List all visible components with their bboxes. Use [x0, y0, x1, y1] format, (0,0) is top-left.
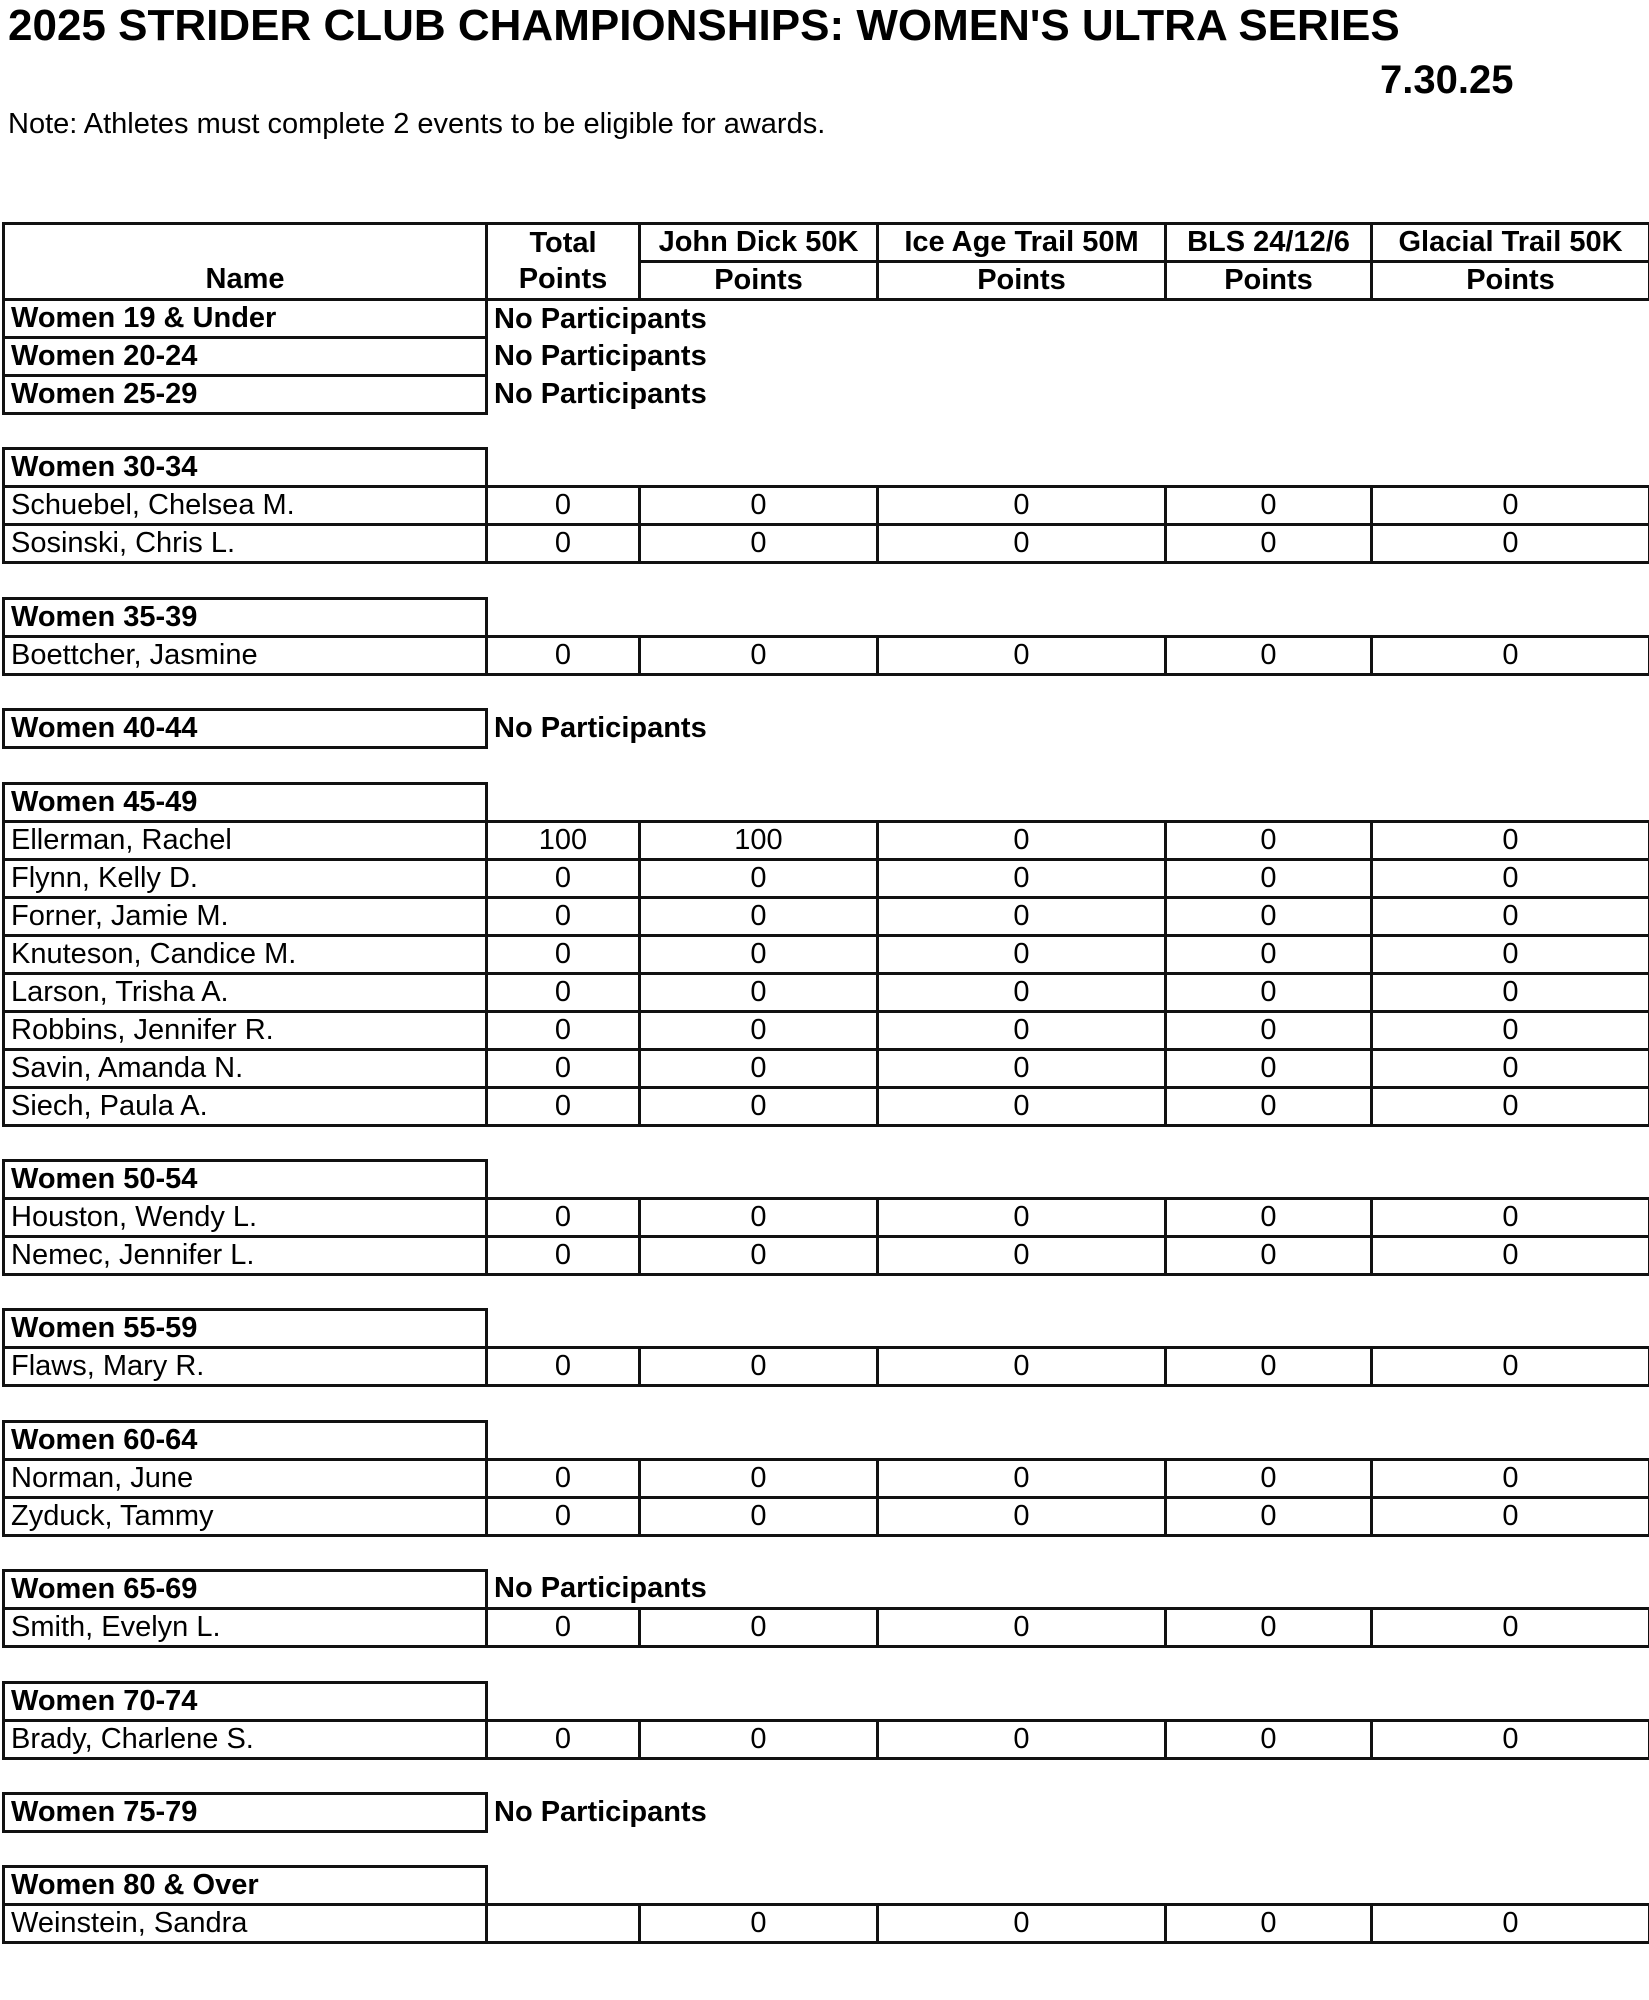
event-points: 0	[1166, 1497, 1372, 1535]
athlete-name: Weinstein, Sandra	[4, 1905, 487, 1943]
category-row	[4, 376, 1649, 414]
total-points: 0	[487, 1087, 640, 1125]
table-row	[4, 1011, 1649, 1049]
event-points: 0	[1372, 1348, 1649, 1386]
event-points: 0	[1166, 1459, 1372, 1497]
category-row	[4, 1160, 1649, 1198]
event-points: 0	[1372, 1720, 1649, 1758]
event-points: 0	[640, 859, 878, 897]
table-row	[4, 1720, 1649, 1758]
no-participants: No Participants	[494, 712, 707, 745]
total-points: 0	[487, 525, 640, 563]
category-label: Women 40-44	[4, 710, 487, 748]
category-label: Women 25-29	[4, 376, 487, 414]
total-points: 0	[487, 1720, 640, 1758]
event-header-bls: BLS 24/12/6	[1166, 224, 1372, 262]
event-points: 0	[878, 487, 1166, 525]
event-points: 0	[1166, 1348, 1372, 1386]
event-points: 0	[1372, 859, 1649, 897]
no-participants: No Participants	[494, 1572, 707, 1605]
no-participants: No Participants	[494, 302, 707, 335]
event-points: 0	[878, 1609, 1166, 1647]
event-points: 0	[1372, 525, 1649, 563]
category-label: Women 20-24	[4, 338, 487, 376]
total-points: 100	[487, 821, 640, 859]
athlete-name: Forner, Jamie M.	[4, 897, 487, 935]
event-points: 0	[1166, 1198, 1372, 1236]
event-points: 0	[1372, 1459, 1649, 1497]
category-row	[4, 1682, 1649, 1720]
event-points: 0	[1166, 1087, 1372, 1125]
table-row	[4, 1497, 1649, 1535]
total-points: 0	[487, 935, 640, 973]
table-row	[4, 1236, 1649, 1274]
category-label: Women 75-79	[4, 1793, 487, 1831]
category-label: Women 35-39	[4, 598, 487, 636]
report-date: 7.30.25	[1380, 58, 1514, 102]
table-row	[4, 1905, 1649, 1943]
event-points: 0	[640, 1348, 878, 1386]
event-points: 0	[878, 1497, 1166, 1535]
event-points: 0	[1166, 525, 1372, 563]
table-row	[4, 1198, 1649, 1236]
total-points: 0	[487, 1049, 640, 1087]
event-points-header: Points	[1372, 262, 1649, 300]
athlete-name: Houston, Wendy L.	[4, 1198, 487, 1236]
event-points: 0	[1372, 1609, 1649, 1647]
event-points: 0	[1372, 973, 1649, 1011]
event-points: 0	[640, 1011, 878, 1049]
name-header-spacer	[4, 224, 487, 262]
category-row	[4, 1793, 1649, 1831]
no-participants: No Participants	[494, 340, 707, 372]
no-participants: No Participants	[494, 378, 707, 410]
event-points: 0	[1166, 1049, 1372, 1087]
athlete-name: Norman, June	[4, 1459, 487, 1497]
event-points: 0	[640, 1198, 878, 1236]
event-points: 0	[1166, 1011, 1372, 1049]
athlete-name: Savin, Amanda N.	[4, 1049, 487, 1087]
event-points: 0	[1372, 1011, 1649, 1049]
event-points: 0	[878, 1720, 1166, 1758]
table-row	[4, 1459, 1649, 1497]
event-points: 0	[640, 1236, 878, 1274]
event-points: 0	[640, 1609, 878, 1647]
category-label: Women 60-64	[4, 1421, 487, 1459]
event-points: 0	[1166, 897, 1372, 935]
category-label: Women 70-74	[4, 1682, 487, 1720]
no-participants: No Participants	[494, 1795, 707, 1828]
event-points: 0	[1372, 1198, 1649, 1236]
page-title: 2025 STRIDER CLUB CHAMPIONSHIPS: WOMEN'S ULTRA SERIES	[8, 1, 1400, 50]
event-header-ice-age: Ice Age Trail 50M	[878, 224, 1166, 262]
event-points: 0	[640, 935, 878, 973]
event-points: 0	[1166, 973, 1372, 1011]
header-row-bottom	[4, 262, 1649, 300]
total-points: 0	[487, 859, 640, 897]
total-header-top: Total	[487, 224, 640, 262]
category-label: Women 45-49	[4, 783, 487, 821]
total-points: 0	[487, 1348, 640, 1386]
event-points: 0	[1372, 1236, 1649, 1274]
athlete-name: Smith, Evelyn L.	[4, 1609, 487, 1647]
event-points: 0	[878, 1049, 1166, 1087]
event-points: 0	[640, 1497, 878, 1535]
event-points: 0	[1166, 1720, 1372, 1758]
event-points: 0	[1372, 1087, 1649, 1125]
total-points: 0	[487, 1198, 640, 1236]
standings-table	[2, 222, 1649, 1944]
athlete-name: Brady, Charlene S.	[4, 1720, 487, 1758]
event-points: 0	[878, 525, 1166, 563]
athlete-name: Nemec, Jennifer L.	[4, 1236, 487, 1274]
total-points: 0	[487, 1609, 640, 1647]
athlete-name: Flaws, Mary R.	[4, 1348, 487, 1386]
event-points: 0	[878, 1011, 1166, 1049]
event-points: 0	[878, 1087, 1166, 1125]
event-points: 0	[1166, 935, 1372, 973]
event-points: 0	[1372, 1049, 1649, 1087]
category-row	[4, 338, 1649, 376]
athlete-name: Knuteson, Candice M.	[4, 935, 487, 973]
total-points: 0	[487, 1236, 640, 1274]
event-points: 0	[1166, 1905, 1372, 1943]
category-label: Women 80 & Over	[4, 1867, 487, 1905]
event-points: 0	[1166, 859, 1372, 897]
category-label: Women 19 & Under	[4, 300, 487, 338]
table-row	[4, 487, 1649, 525]
category-row	[4, 598, 1649, 636]
event-points: 0	[878, 973, 1166, 1011]
event-points: 0	[1166, 487, 1372, 525]
category-row	[4, 1421, 1649, 1459]
total-points: 0	[487, 487, 640, 525]
eligibility-note: Note: Athletes must complete 2 events to be eligible for awards.	[8, 108, 826, 140]
event-points: 0	[640, 1459, 878, 1497]
event-header-glacial: Glacial Trail 50K	[1372, 224, 1649, 262]
event-points: 0	[1372, 935, 1649, 973]
category-row	[4, 1310, 1649, 1348]
event-points: 0	[1372, 487, 1649, 525]
header-row-top	[4, 224, 1649, 262]
table-row	[4, 636, 1649, 674]
total-header-bottom: Points	[487, 262, 640, 300]
event-points: 0	[878, 821, 1166, 859]
table-row	[4, 821, 1649, 859]
event-points: 0	[640, 636, 878, 674]
event-points: 0	[878, 1348, 1166, 1386]
category-label: Women 50-54	[4, 1160, 487, 1198]
athlete-name: Sosinski, Chris L.	[4, 525, 487, 563]
event-points: 0	[640, 525, 878, 563]
table-row	[4, 1049, 1649, 1087]
event-points-header: Points	[640, 262, 878, 300]
event-points: 0	[878, 1459, 1166, 1497]
event-points: 0	[878, 859, 1166, 897]
event-points: 0	[640, 1720, 878, 1758]
event-points: 0	[878, 897, 1166, 935]
event-points: 0	[878, 1198, 1166, 1236]
athlete-name: Flynn, Kelly D.	[4, 859, 487, 897]
category-label: Women 65-69	[4, 1571, 487, 1609]
category-label: Women 55-59	[4, 1310, 487, 1348]
table-row	[4, 859, 1649, 897]
category-row	[4, 300, 1649, 338]
table-row	[4, 1609, 1649, 1647]
total-points: 0	[487, 1459, 640, 1497]
event-points: 0	[1372, 1497, 1649, 1535]
event-points: 0	[1166, 1236, 1372, 1274]
event-points: 0	[878, 636, 1166, 674]
event-points: 0	[1372, 897, 1649, 935]
event-points-header: Points	[1166, 262, 1372, 300]
athlete-name: Robbins, Jennifer R.	[4, 1011, 487, 1049]
name-header: Name	[4, 262, 487, 300]
athlete-name: Siech, Paula A.	[4, 1087, 487, 1125]
category-row	[4, 1571, 1649, 1609]
total-points	[487, 1905, 640, 1943]
athlete-name: Ellerman, Rachel	[4, 821, 487, 859]
athlete-name: Larson, Trisha A.	[4, 973, 487, 1011]
table-row	[4, 525, 1649, 563]
total-points: 0	[487, 1011, 640, 1049]
table-row	[4, 1348, 1649, 1386]
event-points: 0	[640, 1049, 878, 1087]
category-row	[4, 449, 1649, 487]
event-points: 100	[640, 821, 878, 859]
table-row	[4, 897, 1649, 935]
event-points: 0	[1372, 1905, 1649, 1943]
event-points: 0	[640, 897, 878, 935]
athlete-name: Zyduck, Tammy	[4, 1497, 487, 1535]
event-points: 0	[1166, 1609, 1372, 1647]
event-points: 0	[640, 1087, 878, 1125]
total-points: 0	[487, 973, 640, 1011]
event-points-header: Points	[878, 262, 1166, 300]
event-points: 0	[1372, 821, 1649, 859]
category-row	[4, 710, 1649, 748]
category-row	[4, 783, 1649, 821]
event-points: 0	[640, 1905, 878, 1943]
table-row	[4, 1087, 1649, 1125]
category-label: Women 30-34	[4, 449, 487, 487]
event-points: 0	[1166, 821, 1372, 859]
event-points: 0	[878, 1905, 1166, 1943]
total-points: 0	[487, 1497, 640, 1535]
event-points: 0	[1372, 636, 1649, 674]
category-row	[4, 1867, 1649, 1905]
event-points: 0	[640, 973, 878, 1011]
event-points: 0	[640, 487, 878, 525]
total-points: 0	[487, 897, 640, 935]
table-row	[4, 935, 1649, 973]
event-header-john-dick: John Dick 50K	[640, 224, 878, 262]
event-points: 0	[878, 1236, 1166, 1274]
table-row	[4, 973, 1649, 1011]
total-points: 0	[487, 636, 640, 674]
event-points: 0	[878, 935, 1166, 973]
event-points: 0	[1166, 636, 1372, 674]
athlete-name: Schuebel, Chelsea M.	[4, 487, 487, 525]
athlete-name: Boettcher, Jasmine	[4, 636, 487, 674]
